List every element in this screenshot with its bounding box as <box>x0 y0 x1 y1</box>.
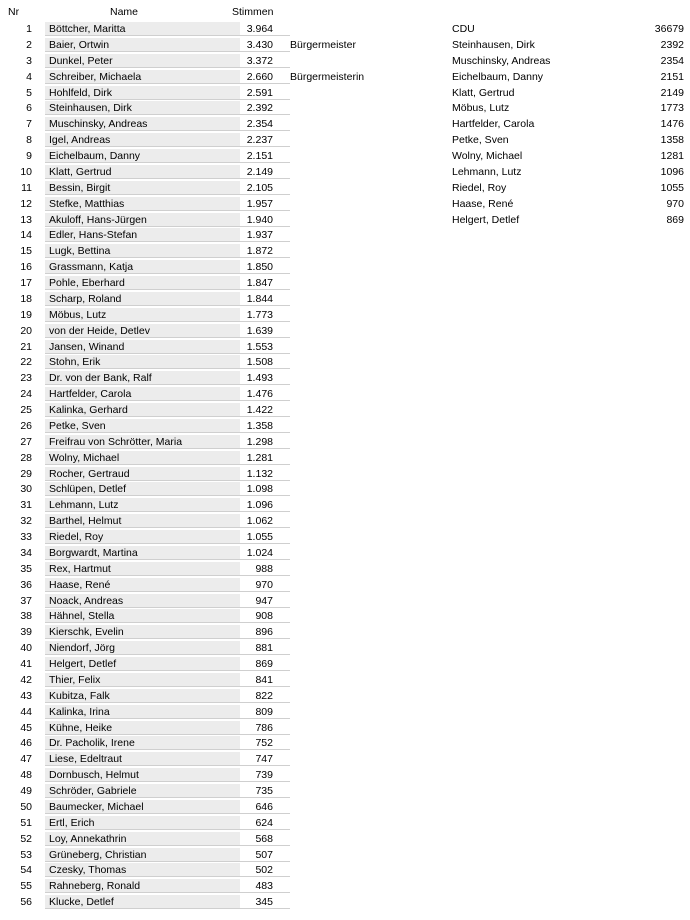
table-row <box>0 403 290 419</box>
row-number: 1 <box>26 23 32 35</box>
row-number: 29 <box>20 467 32 480</box>
side-list-item <box>452 181 684 197</box>
vote-count: 2.149 <box>240 165 290 179</box>
side-item-value: 2392 <box>660 38 684 51</box>
candidate-name: Möbus, Lutz <box>45 308 240 322</box>
row-number: 25 <box>20 404 32 416</box>
candidate-name: Bessin, Birgit <box>45 181 240 195</box>
side-list-item <box>452 165 684 181</box>
table-row <box>0 308 290 324</box>
row-number: 3 <box>26 54 32 67</box>
side-item-name: Möbus, Lutz <box>452 102 510 115</box>
vote-count: 1.098 <box>240 482 290 496</box>
candidate-name: Kalinka, Irina <box>45 705 240 719</box>
vote-count: 786 <box>240 721 290 735</box>
side-list-item <box>452 22 684 38</box>
candidate-name: Dunkel, Peter <box>45 54 240 68</box>
candidate-name: Schröder, Gabriele <box>45 784 240 798</box>
row-number: 45 <box>20 721 32 734</box>
table-row <box>0 609 290 625</box>
side-item-value: 2149 <box>660 86 684 99</box>
candidate-name: Klucke, Detlef <box>45 895 240 909</box>
candidate-name: von der Heide, Detlev <box>45 324 240 338</box>
vote-count: 908 <box>240 609 290 623</box>
table-row <box>0 482 290 498</box>
row-number: 13 <box>20 213 32 226</box>
side-list-item <box>452 197 684 213</box>
row-number: 42 <box>20 673 32 686</box>
candidate-name: Noack, Andreas <box>45 594 240 608</box>
table-row <box>0 38 356 54</box>
table-row <box>0 641 290 657</box>
candidate-name: Klatt, Gertrud <box>45 165 240 179</box>
table-row <box>0 657 290 673</box>
vote-count: 869 <box>240 657 290 671</box>
row-number: 52 <box>20 832 32 845</box>
candidate-name: Helgert, Detlef <box>45 657 240 671</box>
table-row <box>0 467 290 483</box>
candidate-name: Lugk, Bettina <box>45 244 240 258</box>
candidate-name: Niendorf, Jörg <box>45 641 240 655</box>
side-list-item <box>452 213 684 229</box>
vote-count: 1.872 <box>240 244 290 258</box>
table-row <box>0 800 290 816</box>
table-row <box>0 594 290 610</box>
table-row <box>0 578 290 594</box>
vote-count: 2.237 <box>240 133 290 147</box>
row-number: 32 <box>20 515 32 528</box>
table-row <box>0 197 290 213</box>
vote-count: 1.847 <box>240 276 290 290</box>
table-row <box>0 768 290 784</box>
row-number: 26 <box>20 419 32 432</box>
column-header-stimmen: Stimmen <box>232 6 274 18</box>
row-number: 27 <box>20 435 32 448</box>
table-row <box>0 117 290 133</box>
side-item-value: 1773 <box>660 102 684 115</box>
candidate-name: Kühne, Heike <box>45 721 240 735</box>
row-number: 4 <box>26 70 32 83</box>
side-item-name: Eichelbaum, Danny <box>452 70 544 83</box>
vote-count: 2.105 <box>240 181 290 195</box>
candidate-name: Baier, Ortwin <box>45 38 240 52</box>
candidate-name: Dornbusch, Helmut <box>45 768 240 782</box>
row-number: 28 <box>20 451 32 464</box>
vote-count: 1.298 <box>240 435 290 449</box>
candidate-name: Böttcher, Maritta <box>45 22 240 36</box>
table-row <box>0 133 290 149</box>
vote-count: 1.844 <box>240 292 290 306</box>
row-number: 51 <box>20 816 32 829</box>
candidate-name: Scharp, Roland <box>45 292 240 306</box>
table-row <box>0 387 290 403</box>
vote-count: 896 <box>240 625 290 639</box>
table-row <box>0 752 290 768</box>
vote-count: 1.508 <box>240 355 290 369</box>
row-number: 11 <box>21 181 32 194</box>
side-list-item <box>452 70 684 86</box>
row-number: 41 <box>20 658 32 670</box>
side-item-name: Helgert, Detlef <box>452 213 520 226</box>
vote-count: 2.392 <box>240 101 290 115</box>
candidate-name: Dr. Pacholik, Irene <box>45 736 240 750</box>
side-item-name: Muschinsky, Andreas <box>452 54 551 67</box>
table-row <box>0 530 290 546</box>
candidate-name: Pohle, Eberhard <box>45 276 240 290</box>
vote-count: 752 <box>240 736 290 750</box>
vote-count: 1.476 <box>240 387 290 401</box>
table-row <box>0 340 290 356</box>
candidate-name: Akuloff, Hans-Jürgen <box>45 213 240 227</box>
row-number: 15 <box>20 245 32 258</box>
side-item-value: 970 <box>666 197 684 210</box>
table-row <box>0 165 290 181</box>
side-item-value: 1358 <box>660 134 684 147</box>
vote-count: 1.639 <box>240 324 290 338</box>
vote-count: 881 <box>240 641 290 655</box>
table-row <box>0 562 290 578</box>
vote-count: 1.096 <box>240 498 290 512</box>
side-item-name: Riedel, Roy <box>452 181 507 194</box>
row-number: 14 <box>20 229 32 242</box>
side-item-value: 869 <box>666 213 684 226</box>
table-row <box>0 736 290 752</box>
candidate-name: Lehmann, Lutz <box>45 498 240 512</box>
vote-count: 1.553 <box>240 340 290 354</box>
candidate-name: Haase, René <box>45 578 240 592</box>
vote-count: 1.281 <box>240 451 290 465</box>
column-header-nr: Nr <box>8 6 20 18</box>
vote-count: 3.372 <box>240 54 290 68</box>
row-number: 55 <box>20 880 32 893</box>
vote-count: 646 <box>240 800 290 814</box>
vote-count: 2.660 <box>240 70 290 84</box>
side-summary-list <box>452 22 684 228</box>
vote-count: 735 <box>240 784 290 798</box>
table-row <box>0 419 290 435</box>
candidate-name: Grassmann, Katja <box>45 260 240 274</box>
row-number: 46 <box>20 737 32 750</box>
candidate-name: Liese, Edeltraut <box>45 752 240 766</box>
row-number: 23 <box>20 372 32 385</box>
row-number: 40 <box>20 642 32 655</box>
vote-count: 747 <box>240 752 290 766</box>
row-number: 54 <box>20 864 32 877</box>
role-note: Bürgermeister <box>290 38 356 51</box>
row-number: 31 <box>20 499 32 512</box>
vote-count: 1.850 <box>240 260 290 274</box>
vote-count: 970 <box>240 578 290 592</box>
row-number: 49 <box>20 785 32 797</box>
table-row <box>0 181 290 197</box>
table-row <box>0 260 290 276</box>
candidate-name: Schreiber, Michaela <box>45 70 240 84</box>
table-row <box>0 213 290 229</box>
candidate-name: Loy, Annekathrin <box>45 832 240 846</box>
side-item-value: 1055 <box>660 181 684 194</box>
row-number: 24 <box>20 388 32 401</box>
row-number: 9 <box>26 150 32 162</box>
candidate-name: Edler, Hans-Stefan <box>45 228 240 242</box>
vote-count: 1.773 <box>240 308 290 322</box>
candidate-name: Muschinsky, Andreas <box>45 117 240 131</box>
table-row <box>0 435 290 451</box>
row-number: 50 <box>20 800 32 813</box>
side-item-name: Klatt, Gertrud <box>452 86 515 99</box>
row-number: 37 <box>20 594 32 607</box>
vote-count: 947 <box>240 594 290 608</box>
row-number: 34 <box>20 546 32 559</box>
side-list-item <box>452 38 684 54</box>
table-row <box>0 54 290 70</box>
vote-count: 1.132 <box>240 467 290 481</box>
side-list-item <box>452 133 684 149</box>
side-item-name: Petke, Sven <box>452 134 509 147</box>
vote-count: 2.591 <box>240 86 290 100</box>
table-row <box>0 721 290 737</box>
row-number: 6 <box>26 102 32 115</box>
candidate-name: Stefke, Matthias <box>45 197 240 211</box>
candidate-name: Ertl, Erich <box>45 816 240 830</box>
candidate-name: Stohn, Erik <box>45 355 240 369</box>
row-number: 44 <box>20 705 32 718</box>
vote-count: 507 <box>240 848 290 862</box>
candidate-name: Baumecker, Michael <box>45 800 240 814</box>
side-item-value: 2151 <box>660 70 684 83</box>
row-number: 38 <box>20 610 32 623</box>
table-row <box>0 863 290 879</box>
row-number: 18 <box>20 292 32 305</box>
side-item-name: CDU <box>452 23 475 35</box>
candidate-name: Eichelbaum, Danny <box>45 149 240 163</box>
role-note: Bürgermeisterin <box>290 70 365 83</box>
vote-count: 1.422 <box>240 403 290 417</box>
side-list-item <box>452 86 684 102</box>
table-row <box>0 101 290 117</box>
table-row <box>0 498 290 514</box>
vote-count: 822 <box>240 689 290 703</box>
side-item-name: Hartfelder, Carola <box>452 118 535 131</box>
candidate-name: Hartfelder, Carola <box>45 387 240 401</box>
side-item-value: 1096 <box>660 165 684 178</box>
side-list-item <box>452 149 684 165</box>
row-number: 36 <box>20 578 32 591</box>
row-number: 43 <box>20 689 32 702</box>
table-row <box>0 832 290 848</box>
row-number: 2 <box>26 38 32 51</box>
table-row <box>0 355 290 371</box>
row-number: 17 <box>20 277 32 289</box>
row-number: 39 <box>20 626 32 639</box>
row-number: 21 <box>20 340 32 353</box>
table-row <box>0 895 290 911</box>
row-number: 33 <box>20 531 32 543</box>
table-row <box>0 371 290 387</box>
table-row <box>0 848 290 864</box>
candidate-name: Steinhausen, Dirk <box>45 101 240 115</box>
row-number: 48 <box>20 769 32 782</box>
table-row <box>0 22 290 38</box>
candidate-name: Freifrau von Schrötter, Maria <box>45 435 240 449</box>
table-row <box>0 546 290 562</box>
row-number: 20 <box>20 324 32 337</box>
candidate-name: Jansen, Winand <box>45 340 240 354</box>
candidate-name: Wolny, Michael <box>45 451 240 465</box>
row-number: 16 <box>20 261 32 274</box>
vote-count: 1.055 <box>240 530 290 544</box>
table-row <box>0 149 290 165</box>
side-item-name: Lehmann, Lutz <box>452 165 522 178</box>
candidate-name: Thier, Felix <box>45 673 240 687</box>
side-item-value: 36679 <box>654 23 684 35</box>
candidate-name: Kubitza, Falk <box>45 689 240 703</box>
results-table <box>0 22 365 911</box>
vote-count: 1.062 <box>240 514 290 528</box>
side-list-item <box>452 117 684 133</box>
vote-count: 988 <box>240 562 290 576</box>
row-number: 22 <box>20 356 32 369</box>
candidate-name: Dr. von der Bank, Ralf <box>45 371 240 385</box>
candidate-name: Hohlfeld, Dirk <box>45 86 240 100</box>
candidate-name: Schlüpen, Detlef <box>45 482 240 496</box>
vote-count: 739 <box>240 768 290 782</box>
vote-count: 624 <box>240 816 290 830</box>
table-row <box>0 86 290 102</box>
vote-count: 1.940 <box>240 213 290 227</box>
candidate-name: Kierschk, Evelin <box>45 625 240 639</box>
side-item-value: 1281 <box>660 150 684 162</box>
vote-count: 502 <box>240 863 290 877</box>
side-list-item <box>452 101 684 117</box>
candidate-name: Kalinka, Gerhard <box>45 403 240 417</box>
table-row <box>0 816 290 832</box>
vote-count: 3.964 <box>240 22 290 36</box>
side-item-name: Haase, René <box>452 197 514 210</box>
side-item-name: Wolny, Michael <box>452 150 523 162</box>
row-number: 35 <box>20 562 32 575</box>
candidate-name: Hähnel, Stella <box>45 609 240 623</box>
vote-count: 1.937 <box>240 228 290 242</box>
row-number: 5 <box>26 86 32 99</box>
table-row <box>0 292 290 308</box>
candidate-name: Barthel, Helmut <box>45 514 240 528</box>
vote-count: 1.493 <box>240 371 290 385</box>
candidate-name: Borgwardt, Martina <box>45 546 240 560</box>
row-number: 47 <box>20 753 32 766</box>
row-number: 56 <box>20 896 32 909</box>
table-row <box>0 70 365 86</box>
column-header-name: Name <box>110 6 139 18</box>
row-number: 12 <box>20 197 32 210</box>
vote-count: 568 <box>240 832 290 846</box>
vote-count: 809 <box>240 705 290 719</box>
table-row <box>0 514 290 530</box>
row-number: 30 <box>20 483 32 496</box>
candidate-name: Grüneberg, Christian <box>45 848 240 862</box>
table-row <box>0 324 290 340</box>
candidate-name: Petke, Sven <box>45 419 240 433</box>
candidate-name: Czesky, Thomas <box>45 863 240 877</box>
vote-count: 2.151 <box>240 149 290 163</box>
vote-count: 345 <box>240 895 290 909</box>
row-number: 10 <box>20 165 32 178</box>
table-row <box>0 451 290 467</box>
side-item-value: 1476 <box>660 118 684 131</box>
vote-count: 1.358 <box>240 419 290 433</box>
vote-count: 841 <box>240 673 290 687</box>
vote-count: 1.957 <box>240 197 290 211</box>
row-number: 53 <box>20 848 32 861</box>
table-row <box>0 244 290 260</box>
vote-count: 1.024 <box>240 546 290 560</box>
table-row <box>0 879 290 895</box>
row-number: 19 <box>20 308 32 321</box>
side-list-item <box>452 54 684 70</box>
candidate-name: Rocher, Gertraud <box>45 467 240 481</box>
candidate-name: Rahneberg, Ronald <box>45 879 240 893</box>
candidate-name: Rex, Hartmut <box>45 562 240 576</box>
candidate-name: Igel, Andreas <box>45 133 240 147</box>
vote-count: 2.354 <box>240 117 290 131</box>
vote-count: 483 <box>240 879 290 893</box>
row-number: 7 <box>26 118 32 131</box>
table-row <box>0 705 290 721</box>
row-number: 8 <box>26 134 32 147</box>
table-row <box>0 625 290 641</box>
table-row <box>0 673 290 689</box>
candidate-name: Riedel, Roy <box>45 530 240 544</box>
table-row <box>0 228 290 244</box>
vote-count: 3.430 <box>240 38 290 52</box>
table-row <box>0 784 290 800</box>
table-row <box>0 276 290 292</box>
side-item-value: 2354 <box>660 54 684 67</box>
side-item-name: Steinhausen, Dirk <box>452 38 535 51</box>
table-row <box>0 689 290 705</box>
